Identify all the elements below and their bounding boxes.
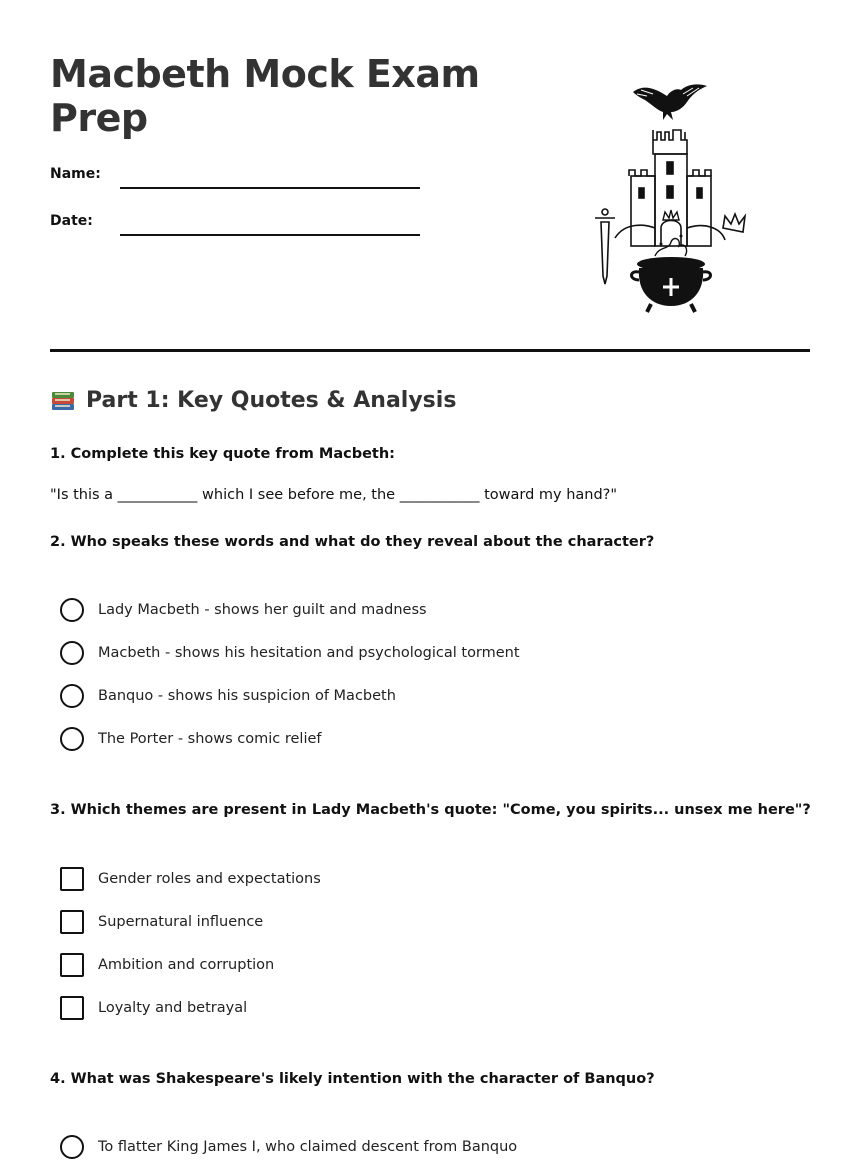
books-icon [50, 389, 76, 413]
radio-button[interactable] [60, 684, 84, 708]
option-label: The Porter - shows comic relief [98, 731, 322, 747]
radio-button[interactable] [60, 1135, 84, 1159]
checkbox[interactable] [60, 867, 84, 891]
checkbox-option[interactable] [60, 909, 263, 935]
option-label: Lady Macbeth - shows her guilt and madness [98, 602, 427, 618]
castle-icon [615, 130, 725, 246]
radio-option[interactable] [60, 1134, 517, 1160]
radio-option[interactable] [60, 597, 427, 623]
crown-icon [723, 214, 745, 232]
radio-option[interactable] [60, 726, 322, 752]
date-field[interactable] [120, 234, 420, 236]
option-label: Loyalty and betrayal [98, 1000, 248, 1016]
name-label: Name: [50, 166, 101, 182]
question-3: 3. Which themes are present in Lady Macbeth's quote: "Come, you spirits... unsex me here"? [50, 802, 811, 818]
date-label: Date: [50, 213, 93, 229]
option-label: Gender roles and expectations [98, 871, 321, 887]
macbeth-illustration [585, 78, 755, 318]
question-1: 1. Complete this key quote from Macbeth: [50, 446, 395, 462]
option-label: Supernatural influence [98, 914, 264, 930]
dagger-icon [595, 209, 615, 284]
raven-icon [633, 84, 707, 120]
part1-title: Part 1: Key Quotes & Analysis [86, 388, 457, 413]
quote-fill-in: "Is this a ___________ which I see before me, the ___________ toward my hand?" [50, 487, 618, 503]
checkbox[interactable] [60, 910, 84, 934]
part1-heading [50, 388, 456, 413]
checkbox[interactable] [60, 996, 84, 1020]
name-field[interactable] [120, 187, 420, 189]
question-2: 2. Who speaks these words and what do they reveal about the character? [50, 534, 655, 550]
radio-button[interactable] [60, 598, 84, 622]
option-label: Banquo - shows his suspicion of Macbeth [98, 688, 396, 704]
option-label: Ambition and corruption [98, 957, 275, 973]
radio-button[interactable] [60, 641, 84, 665]
page-title: Macbeth Mock Exam Prep [50, 52, 480, 140]
checkbox-option[interactable] [60, 866, 321, 892]
question-4: 4. What was Shakespeare's likely intention with the character of Banquo? [50, 1071, 655, 1087]
option-label: Macbeth - shows his hesitation and psychological torment [98, 645, 520, 661]
radio-button[interactable] [60, 727, 84, 751]
radio-option[interactable] [60, 640, 520, 666]
checkbox-option[interactable] [60, 995, 247, 1021]
checkbox-option[interactable] [60, 952, 274, 978]
section-divider [50, 349, 810, 352]
radio-option[interactable] [60, 683, 396, 709]
checkbox[interactable] [60, 953, 84, 977]
small-crown-icon [663, 210, 679, 220]
option-label: To flatter King James I, who claimed descent from Banquo [98, 1139, 518, 1155]
